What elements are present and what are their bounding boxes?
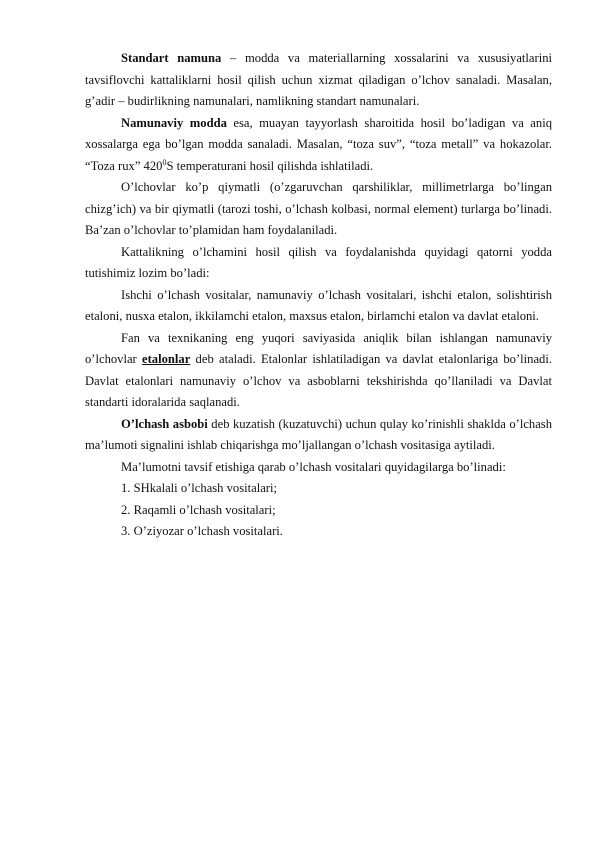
list-item: 2. Raqamli o’lchash vositalari; bbox=[121, 502, 276, 517]
paragraph-text: esa, muayan tayyorlash sharoitida hosil bo’ladigan va aniq xossalarga ega bo’lgan modda sanaladi. Masalan, “toza suv”, “toza metall” va hokazolar. “Toza rux” 420 bbox=[85, 115, 552, 173]
paragraph-standart-namuna bbox=[85, 48, 552, 113]
list-item: 3. O’ziyozar o’lchash vositalari. bbox=[121, 524, 283, 538]
paragraph-kattalik: Kattalikning o’lchamini hosil qilish va foydalanishda quyidagi qatorni yodda tutishimiz lozim bo’ladi: bbox=[85, 244, 552, 280]
paragraph-malumot: Ma’lumotni tavsif etishiga qarab o’lchash vositalari quyidagilarga bo’linadi: bbox=[121, 459, 506, 474]
term-namunaviy-modda: Namunaviy modda bbox=[121, 115, 227, 130]
paragraph-text: deb ataladi. Etalonlar ishlatiladigan va davlat etalonlariga bo’linadi. Davlat etalonlari namunaviy o’lchov va asboblarni tekshirishda qo’llaniladi va Davlat standarti idoralarida saqlanadi. bbox=[85, 352, 552, 409]
paragraph-olchovlar: O’lchovlar ko’p qiymatli (o’zgaruvchan qarshiliklar, millimetrlarga bo’lingan chizg’ich) va bir qiymatli (tarozi toshi, o’lchash kolbasi, normal element) turlarga bo’linadi. Ba’zan o’lchovlar to’plamidan ham foydalaniladi. bbox=[85, 180, 552, 237]
paragraph-text: Fan va texnikaning eng yuqori saviyasida aniqlik bilan ishlangan namunaviy o’lchovlar bbox=[85, 330, 552, 366]
paragraph-text: deb kuzatish (kuzatuvchi) uchun qulay ko’rinishli shaklda o’lchash ma’lumoti signalini ishlab chiqarishga mo’ljallangan o’lchash vositasiga aytiladi. bbox=[85, 416, 552, 452]
superscript-zero: 0 bbox=[162, 157, 167, 167]
paragraph-namunaviy-modda bbox=[85, 113, 552, 178]
term-etalonlar: etalonlar bbox=[142, 352, 191, 366]
term-olchash-asbobi: O’lchash asbobi bbox=[121, 416, 208, 431]
paragraph-olchash-asbobi bbox=[85, 414, 552, 457]
term-standart-namuna: Standart namuna bbox=[121, 51, 222, 65]
list-item: 1. SHkalali o’lchash vositalari; bbox=[121, 481, 277, 495]
paragraph-text: S temperaturani hosil qilishda ishlatiladi. bbox=[166, 158, 374, 173]
paragraph-etalonlar bbox=[85, 328, 552, 414]
paragraph-ishchi: Ishchi o’lchash vositalar, namunaviy o’lchash vositalari, ishchi etalon, solishtirish etaloni, nusxa etalon, ikkilamchi etalon, maxsus etalon, birlamchi etalon va davlat etaloni. bbox=[85, 287, 552, 323]
document-body bbox=[85, 48, 552, 543]
paragraph-text: – modda va materiallarning xossalarini va xususiyatlarini tavsiflovchi kattaliklarni hosil qilish uchun xizmat qiladigan o’lchov sanaladi. Masalan, g’adir – budirlikning namunalari, namlikning standart namunalari. bbox=[85, 51, 552, 108]
